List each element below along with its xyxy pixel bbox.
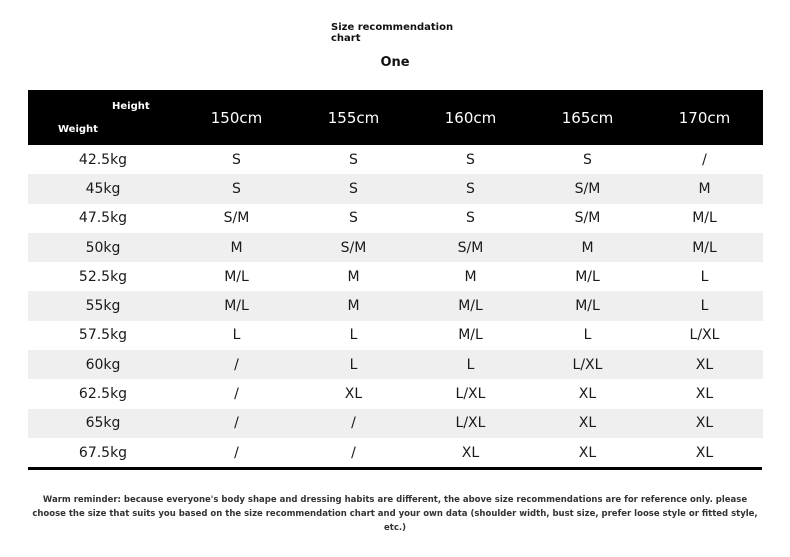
size-cell: S/M [574, 180, 601, 197]
header-row [28, 90, 763, 145]
chart-title: Size recommendation chart [331, 22, 454, 44]
size-cell: XL [578, 444, 597, 461]
size-cell: XL [695, 444, 714, 461]
size-cell: XL [695, 356, 714, 373]
size-cell: / [351, 444, 356, 461]
table-row [28, 233, 763, 262]
table-row [28, 174, 763, 203]
size-cell: / [234, 444, 239, 461]
weight-cell: 57.5kg [78, 327, 128, 344]
size-cell: M [230, 239, 243, 256]
size-cell: M/L [224, 268, 249, 285]
table-row [28, 321, 763, 350]
table-row [28, 291, 763, 320]
size-cell: XL [578, 415, 597, 432]
size-cell: M [347, 268, 360, 285]
size-cell: S [466, 180, 475, 197]
size-cell: / [234, 386, 239, 403]
size-cell: XL [344, 386, 363, 403]
size-cell: M [464, 268, 477, 285]
table-row [28, 350, 763, 379]
weight-cell: 42.5kg [78, 151, 128, 168]
weight-cell: 55kg [85, 298, 121, 315]
chart-subtitle: One [380, 55, 410, 70]
size-cell: S [466, 210, 475, 227]
size-cell: L [349, 327, 358, 344]
size-cell: M [347, 298, 360, 315]
size-cell: L/XL [455, 415, 486, 432]
size-cell: S [349, 180, 358, 197]
size-cell: XL [695, 415, 714, 432]
size-cell: / [234, 356, 239, 373]
table-row [28, 262, 763, 291]
size-cell: M/L [692, 239, 717, 256]
size-cell: S/M [574, 210, 601, 227]
table-row [28, 379, 763, 408]
height-header-cell: 170cm [678, 108, 731, 127]
size-cell: S [349, 210, 358, 227]
size-cell: S [466, 151, 475, 168]
size-cell: S [232, 151, 241, 168]
size-cell: M/L [692, 210, 717, 227]
corner-header-cell [28, 90, 178, 145]
size-cell: / [351, 415, 356, 432]
weight-cell: 45kg [85, 180, 121, 197]
size-cell: M [698, 180, 711, 197]
size-cell: M/L [458, 327, 483, 344]
size-cell: L [349, 356, 358, 373]
size-cell: L [232, 327, 241, 344]
table-row [28, 438, 763, 467]
size-cell: XL [461, 444, 480, 461]
height-header-cell: 155cm [327, 108, 380, 127]
height-header-cell: 165cm [561, 108, 614, 127]
size-cell: / [234, 415, 239, 432]
table-bottom-rule [28, 467, 762, 470]
weight-cell: 60kg [85, 356, 121, 373]
size-cell: S [232, 180, 241, 197]
weight-cell: 62.5kg [78, 386, 128, 403]
size-cell: XL [578, 386, 597, 403]
size-cell: L [700, 268, 709, 285]
size-cell: L [700, 298, 709, 315]
size-cell: S/M [457, 239, 484, 256]
weight-cell: 67.5kg [78, 444, 128, 461]
table-row [28, 204, 763, 233]
weight-cell: 52.5kg [78, 268, 128, 285]
size-table [28, 90, 763, 467]
height-axis-label: Height [112, 101, 150, 112]
size-cell: / [702, 151, 707, 168]
size-cell: S/M [340, 239, 367, 256]
size-cell: L/XL [455, 386, 486, 403]
height-header-cell: 160cm [444, 108, 497, 127]
size-cell: L/XL [689, 327, 720, 344]
size-cell: M/L [224, 298, 249, 315]
size-cell: S/M [223, 210, 250, 227]
size-cell: L/XL [572, 356, 603, 373]
size-cell: M/L [458, 298, 483, 315]
size-cell: L [583, 327, 592, 344]
size-cell: M/L [575, 298, 600, 315]
size-cell: S [349, 151, 358, 168]
weight-cell: 65kg [85, 415, 121, 432]
size-cell: XL [695, 386, 714, 403]
height-header-cell: 150cm [210, 108, 263, 127]
size-cell: M/L [575, 268, 600, 285]
weight-axis-label: Weight [58, 124, 98, 135]
size-cell: L [466, 356, 475, 373]
warm-reminder-note: Warm reminder: because everyone's body shape and dressing habits are different, the above size recommendations are for reference only. please choose the size that suits you based on the size recommendation chart and your own data (shoulder width, bust size, prefer loose style or fitted style, etc.) [32, 495, 758, 533]
weight-cell: 50kg [85, 239, 121, 256]
size-cell: M [581, 239, 594, 256]
size-cell: S [583, 151, 592, 168]
table-row [28, 145, 763, 174]
table-row [28, 409, 763, 438]
weight-cell: 47.5kg [78, 210, 128, 227]
